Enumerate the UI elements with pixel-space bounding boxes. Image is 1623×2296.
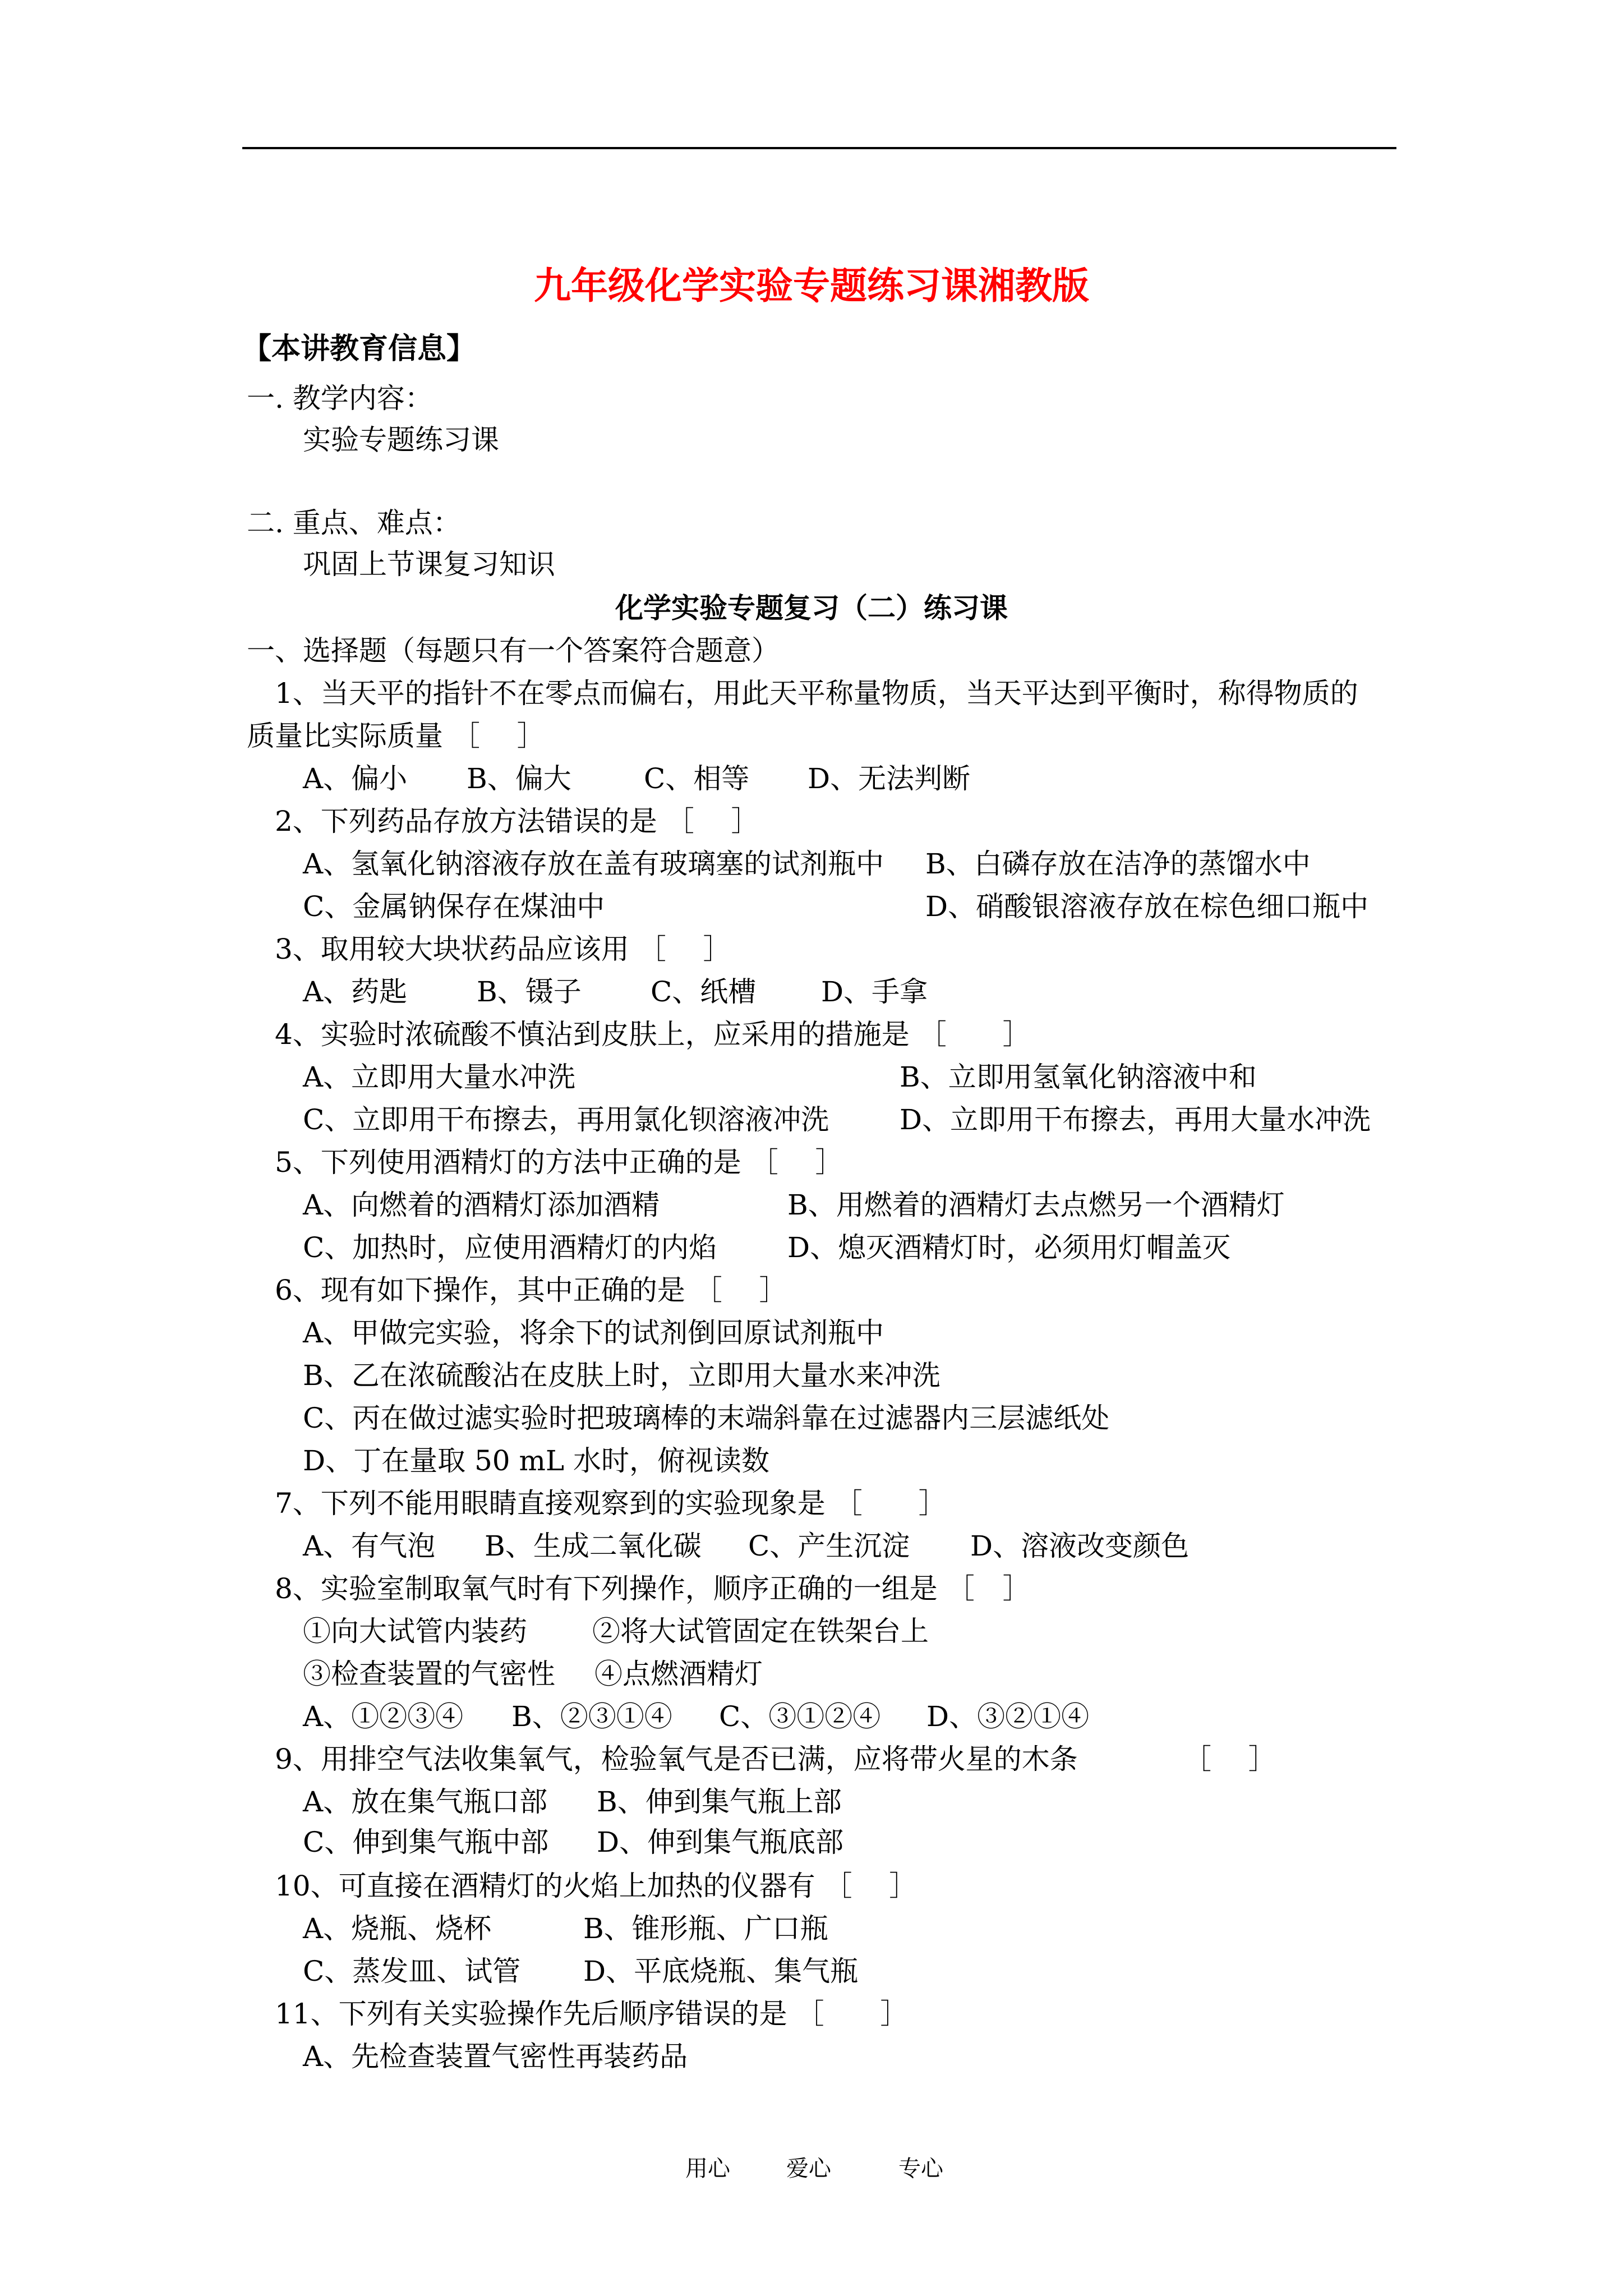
q3-option-b: B、镊子 bbox=[477, 976, 582, 1008]
q1-option-d: D、无法判断 bbox=[808, 762, 971, 795]
section1-body: 实验专题练习课 bbox=[303, 424, 499, 456]
q1-option-a: A、偏小 bbox=[303, 762, 408, 795]
q2-option-b: B、白磷存放在洁净的蒸馏水中 bbox=[925, 848, 1311, 880]
section1-heading: 一. 教学内容： bbox=[247, 382, 433, 415]
q9-option-a: A、放在集气瓶口部 bbox=[303, 1786, 548, 1818]
q11-option-a: A、先检查装置气密性再装药品 bbox=[303, 2040, 688, 2073]
document-title: 九年级化学实验专题练习课湘教版 bbox=[534, 264, 1089, 307]
q7-option-c: C、产生沉淀 bbox=[748, 1530, 910, 1562]
q10-option-b: B、锥形瓶、广口瓶 bbox=[583, 1912, 828, 1945]
footer-word-1: 用心 bbox=[685, 2156, 730, 2182]
q1-stem-line2: 质量比实际质量 ［ ］ bbox=[247, 720, 545, 752]
q8-option-d: D、③②①④ bbox=[926, 1700, 1090, 1733]
q9-stem: 9、用排空气法收集氧气，检验氧气是否已满，应将带火星的木条 bbox=[275, 1743, 1078, 1775]
q3-option-c: C、纸槽 bbox=[651, 976, 757, 1008]
q10-stem: 10、可直接在酒精灯的火焰上加热的仪器有 ［ ］ bbox=[275, 1870, 917, 1902]
info-header: 【本讲教育信息】 bbox=[242, 332, 476, 366]
q5-option-c: C、加热时，应使用酒精灯的内焰 bbox=[303, 1231, 717, 1264]
section2-body: 巩固上节课复习知识 bbox=[303, 548, 555, 581]
q10-option-a: A、烧瓶、烧杯 bbox=[303, 1912, 492, 1945]
q2-stem: 2、下列药品存放方法错误的是 ［ ］ bbox=[275, 805, 759, 838]
footer-word-3: 专心 bbox=[898, 2156, 943, 2182]
q9-option-d: D、伸到集气瓶底部 bbox=[597, 1826, 844, 1858]
q8-stem: 8、实验室制取氧气时有下列操作，顺序正确的一组是 ［ ］ bbox=[275, 1572, 1031, 1605]
section-subtitle: 化学实验专题复习（二）练习课 bbox=[615, 592, 1008, 624]
q2-option-a: A、氢氧化钠溶液存放在盖有玻璃塞的试剂瓶中 bbox=[303, 848, 884, 880]
q3-option-d: D、手拿 bbox=[821, 976, 928, 1008]
q7-option-d: D、溶液改变颜色 bbox=[970, 1530, 1189, 1562]
q6-option-a: A、甲做完实验，将余下的试剂倒回原试剂瓶中 bbox=[303, 1317, 884, 1349]
part-heading: 一、选择题（每题只有一个答案符合题意） bbox=[247, 634, 780, 667]
q8-option-b: B、②③①④ bbox=[511, 1700, 672, 1733]
q8-step-4: ④点燃酒精灯 bbox=[594, 1658, 763, 1690]
section2-heading: 二. 重点、难点： bbox=[247, 507, 461, 539]
q5-option-d: D、熄灭酒精灯时，必须用灯帽盖灭 bbox=[787, 1231, 1231, 1264]
q9-answer-bracket: ［ ］ bbox=[1183, 1743, 1276, 1775]
q6-option-c: C、丙在做过滤实验时把玻璃棒的末端斜靠在过滤器内三层滤纸处 bbox=[303, 1402, 1110, 1434]
q6-option-d: D、丁在量取 50 mL 水时，俯视读数 bbox=[303, 1444, 770, 1477]
q1-stem-line1: 1、当天平的指针不在零点而偏右，用此天平称量物质，当天平达到平衡时，称得物质的 bbox=[275, 677, 1358, 710]
q11-stem: 11、下列有关实验操作先后顺序错误的是 ［ ］ bbox=[275, 1998, 909, 2030]
q10-option-d: D、平底烧瓶、集气瓶 bbox=[583, 1955, 859, 1987]
q6-option-b: B、乙在浓硫酸沾在皮肤上时，立即用大量水来冲洗 bbox=[303, 1359, 940, 1392]
q10-option-c: C、蒸发皿、试管 bbox=[303, 1955, 521, 1987]
q7-option-b: B、生成二氧化碳 bbox=[485, 1530, 702, 1562]
q9-option-c: C、伸到集气瓶中部 bbox=[303, 1826, 549, 1858]
q7-stem: 7、下列不能用眼睛直接观察到的实验现象是 ［ ］ bbox=[275, 1487, 947, 1520]
q4-option-d: D、立即用干布擦去，再用大量水冲洗 bbox=[900, 1103, 1371, 1136]
q3-option-a: A、药匙 bbox=[303, 976, 408, 1008]
q1-option-c: C、相等 bbox=[644, 762, 750, 795]
q6-stem: 6、现有如下操作，其中正确的是 ［ ］ bbox=[275, 1274, 787, 1306]
q9-option-b: B、伸到集气瓶上部 bbox=[597, 1786, 842, 1818]
q5-option-b: B、用燃着的酒精灯去点燃另一个酒精灯 bbox=[787, 1189, 1285, 1221]
q4-option-a: A、立即用大量水冲洗 bbox=[303, 1061, 576, 1093]
q1-option-b: B、偏大 bbox=[467, 762, 571, 795]
q8-option-a: A、①②③④ bbox=[303, 1700, 464, 1733]
q4-option-c: C、立即用干布擦去，再用氯化钡溶液冲洗 bbox=[303, 1103, 829, 1136]
q5-option-a: A、向燃着的酒精灯添加酒精 bbox=[303, 1189, 660, 1221]
q5-stem: 5、下列使用酒精灯的方法中正确的是 ［ ］ bbox=[275, 1146, 843, 1179]
q8-step-1: ①向大试管内装药 bbox=[303, 1615, 527, 1648]
q8-step-3: ③检查装置的气密性 bbox=[303, 1658, 555, 1690]
q4-option-b: B、立即用氢氧化钠溶液中和 bbox=[900, 1061, 1257, 1093]
header-rule bbox=[242, 147, 1396, 149]
q8-option-c: C、③①②④ bbox=[719, 1700, 881, 1733]
q4-stem: 4、实验时浓硫酸不慎沾到皮肤上，应采用的措施是 ［ ］ bbox=[275, 1018, 1031, 1051]
footer-word-2: 爱心 bbox=[786, 2156, 831, 2182]
q8-step-2: ②将大试管固定在铁架台上 bbox=[592, 1615, 929, 1648]
q3-stem: 3、取用较大块状药品应该用 ［ ］ bbox=[275, 933, 731, 965]
q2-option-d: D、硝酸银溶液存放在棕色细口瓶中 bbox=[925, 890, 1369, 923]
q7-option-a: A、有气泡 bbox=[303, 1530, 436, 1562]
q2-option-c: C、金属钠保存在煤油中 bbox=[303, 890, 605, 923]
